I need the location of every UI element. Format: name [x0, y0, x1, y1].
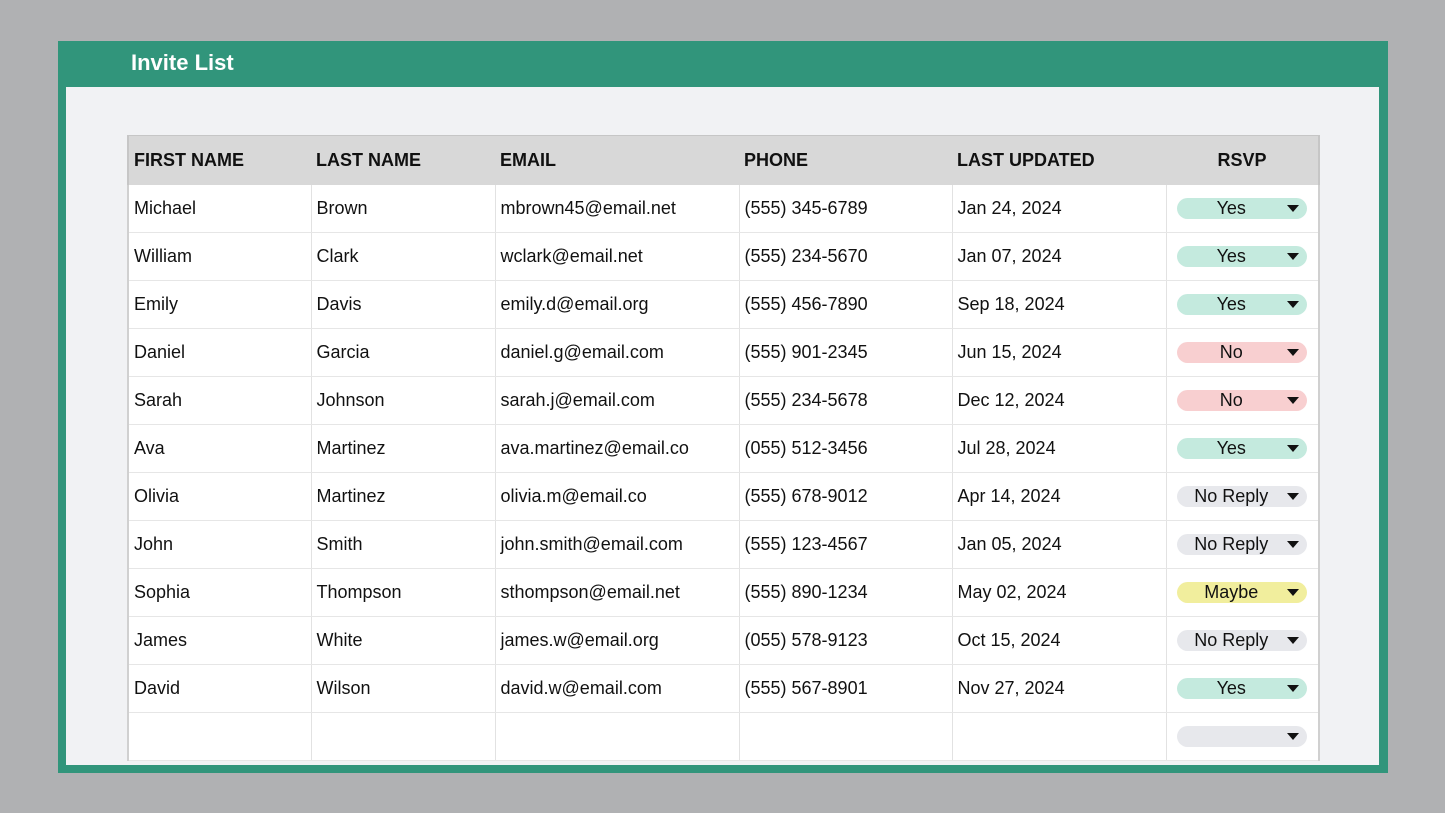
rsvp-cell	[1166, 185, 1319, 233]
first-name-cell[interactable]: Ava	[128, 425, 311, 473]
rsvp-cell	[1166, 377, 1319, 425]
invite-table	[127, 135, 1320, 761]
header-phone[interactable]: PHONE	[739, 136, 952, 185]
last-updated-cell[interactable]: Jan 07, 2024	[952, 233, 1166, 281]
rsvp-cell	[1166, 425, 1319, 473]
last-name-cell[interactable]: Garcia	[311, 329, 495, 377]
table-row	[128, 473, 1319, 521]
chevron-down-icon[interactable]	[1287, 205, 1299, 212]
email-cell[interactable]: wclark@email.net	[495, 233, 739, 281]
rsvp-dropdown[interactable]	[1177, 486, 1307, 507]
email-cell[interactable]: sarah.j@email.com	[495, 377, 739, 425]
rsvp-dropdown[interactable]	[1177, 342, 1307, 363]
table-row	[128, 329, 1319, 377]
rsvp-dropdown[interactable]	[1177, 246, 1307, 267]
rsvp-cell	[1166, 233, 1319, 281]
sheet-area	[66, 87, 1379, 765]
chevron-down-icon[interactable]	[1287, 541, 1299, 548]
rsvp-dropdown[interactable]	[1177, 294, 1307, 315]
rsvp-cell	[1166, 521, 1319, 569]
table-row	[128, 713, 1319, 761]
table-row	[128, 665, 1319, 713]
rsvp-dropdown[interactable]	[1177, 678, 1307, 699]
email-cell[interactable]	[495, 713, 739, 761]
phone-cell[interactable]: (555) 123-4567	[739, 521, 952, 569]
table-row	[128, 425, 1319, 473]
rsvp-value: Maybe	[1204, 582, 1259, 602]
rsvp-value: Yes	[1216, 438, 1246, 458]
table-row	[128, 521, 1319, 569]
table-row	[128, 617, 1319, 665]
last-updated-cell[interactable]	[952, 713, 1166, 761]
rsvp-dropdown[interactable]	[1177, 390, 1307, 411]
chevron-down-icon[interactable]	[1287, 253, 1299, 260]
email-cell[interactable]: emily.d@email.org	[495, 281, 739, 329]
email-cell[interactable]: john.smith@email.com	[495, 521, 739, 569]
table-row	[128, 569, 1319, 617]
email-cell[interactable]: ava.martinez@email.co	[495, 425, 739, 473]
page-title: Invite List	[131, 50, 234, 75]
last-name-cell[interactable]: Thompson	[311, 569, 495, 617]
chevron-down-icon[interactable]	[1287, 397, 1299, 404]
chevron-down-icon[interactable]	[1287, 301, 1299, 308]
phone-cell[interactable]	[739, 713, 952, 761]
first-name-cell[interactable]: Emily	[128, 281, 311, 329]
last-updated-cell[interactable]: Jun 15, 2024	[952, 329, 1166, 377]
rsvp-dropdown[interactable]	[1177, 438, 1307, 459]
rsvp-cell	[1166, 473, 1319, 521]
header-last-name[interactable]: LAST NAME	[311, 136, 495, 185]
email-cell[interactable]: david.w@email.com	[495, 665, 739, 713]
last-name-cell[interactable]: Davis	[311, 281, 495, 329]
first-name-cell[interactable]	[128, 713, 311, 761]
rsvp-cell	[1166, 281, 1319, 329]
last-updated-cell[interactable]: Apr 14, 2024	[952, 473, 1166, 521]
phone-cell[interactable]: (555) 456-7890	[739, 281, 952, 329]
first-name-cell[interactable]: James	[128, 617, 311, 665]
chevron-down-icon[interactable]	[1287, 349, 1299, 356]
rsvp-value: Yes	[1216, 246, 1246, 266]
rsvp-cell	[1166, 329, 1319, 377]
email-cell[interactable]: mbrown45@email.net	[495, 185, 739, 233]
rsvp-dropdown[interactable]	[1177, 198, 1307, 219]
last-updated-cell[interactable]: Jan 05, 2024	[952, 521, 1166, 569]
last-updated-cell[interactable]: Jul 28, 2024	[952, 425, 1166, 473]
rsvp-dropdown[interactable]	[1177, 630, 1307, 651]
phone-cell[interactable]: (555) 345-6789	[739, 185, 952, 233]
last-name-cell[interactable]: Smith	[311, 521, 495, 569]
rsvp-value: No Reply	[1194, 534, 1269, 554]
last-name-cell[interactable]: Martinez	[311, 425, 495, 473]
first-name-cell[interactable]: Daniel	[128, 329, 311, 377]
header-rsvp[interactable]: RSVP	[1166, 136, 1319, 185]
last-updated-cell[interactable]: May 02, 2024	[952, 569, 1166, 617]
phone-cell[interactable]: (055) 512-3456	[739, 425, 952, 473]
first-name-cell[interactable]: John	[128, 521, 311, 569]
phone-cell[interactable]: (555) 567-8901	[739, 665, 952, 713]
rsvp-value: No	[1219, 342, 1243, 362]
chevron-down-icon[interactable]	[1287, 445, 1299, 452]
chevron-down-icon[interactable]	[1287, 685, 1299, 692]
first-name-cell[interactable]: Michael	[128, 185, 311, 233]
first-name-cell[interactable]: Sarah	[128, 377, 311, 425]
last-name-cell[interactable]: White	[311, 617, 495, 665]
email-cell[interactable]: daniel.g@email.com	[495, 329, 739, 377]
header-last-updated[interactable]: LAST UPDATED	[952, 136, 1166, 185]
phone-cell[interactable]: (555) 678-9012	[739, 473, 952, 521]
table-row	[128, 281, 1319, 329]
email-cell[interactable]: sthompson@email.net	[495, 569, 739, 617]
table-row	[128, 377, 1319, 425]
email-cell[interactable]: olivia.m@email.co	[495, 473, 739, 521]
rsvp-value: No	[1219, 390, 1243, 410]
rsvp-cell	[1166, 569, 1319, 617]
last-updated-cell[interactable]: Sep 18, 2024	[952, 281, 1166, 329]
rsvp-cell	[1166, 617, 1319, 665]
chevron-down-icon[interactable]	[1287, 637, 1299, 644]
phone-cell[interactable]: (555) 234-5678	[739, 377, 952, 425]
header-first-name[interactable]: FIRST NAME	[128, 136, 311, 185]
phone-cell[interactable]: (555) 234-5670	[739, 233, 952, 281]
rsvp-cell	[1166, 713, 1319, 761]
phone-cell[interactable]: (555) 901-2345	[739, 329, 952, 377]
rsvp-value: No Reply	[1194, 486, 1269, 506]
chevron-down-icon[interactable]	[1287, 733, 1299, 740]
rsvp-dropdown[interactable]	[1177, 534, 1307, 555]
last-updated-cell[interactable]: Oct 15, 2024	[952, 617, 1166, 665]
last-name-cell[interactable]: Brown	[311, 185, 495, 233]
invite-list-window	[58, 41, 1388, 773]
chevron-down-icon[interactable]	[1287, 589, 1299, 596]
first-name-cell[interactable]: Olivia	[128, 473, 311, 521]
header-email[interactable]: EMAIL	[495, 136, 739, 185]
header-row	[128, 136, 1319, 185]
rsvp-value: No Reply	[1194, 630, 1269, 650]
chevron-down-icon[interactable]	[1287, 493, 1299, 500]
rsvp-cell	[1166, 665, 1319, 713]
last-name-cell[interactable]: Clark	[311, 233, 495, 281]
phone-cell[interactable]: (055) 578-9123	[739, 617, 952, 665]
rsvp-value: Yes	[1216, 294, 1246, 314]
last-name-cell[interactable]: Wilson	[311, 665, 495, 713]
rsvp-value: Yes	[1216, 678, 1246, 698]
table-row	[128, 185, 1319, 233]
last-name-cell[interactable]	[311, 713, 495, 761]
first-name-cell[interactable]: David	[128, 665, 311, 713]
table-row	[128, 233, 1319, 281]
last-name-cell[interactable]: Martinez	[311, 473, 495, 521]
email-cell[interactable]: james.w@email.org	[495, 617, 739, 665]
last-updated-cell[interactable]: Dec 12, 2024	[952, 377, 1166, 425]
first-name-cell[interactable]: Sophia	[128, 569, 311, 617]
phone-cell[interactable]: (555) 890-1234	[739, 569, 952, 617]
first-name-cell[interactable]: William	[128, 233, 311, 281]
rsvp-dropdown[interactable]	[1177, 582, 1307, 603]
last-updated-cell[interactable]: Jan 24, 2024	[952, 185, 1166, 233]
rsvp-value: Yes	[1216, 197, 1246, 218]
rsvp-dropdown[interactable]	[1177, 726, 1307, 747]
last-name-cell[interactable]: Johnson	[311, 377, 495, 425]
last-updated-cell[interactable]: Nov 27, 2024	[952, 665, 1166, 713]
